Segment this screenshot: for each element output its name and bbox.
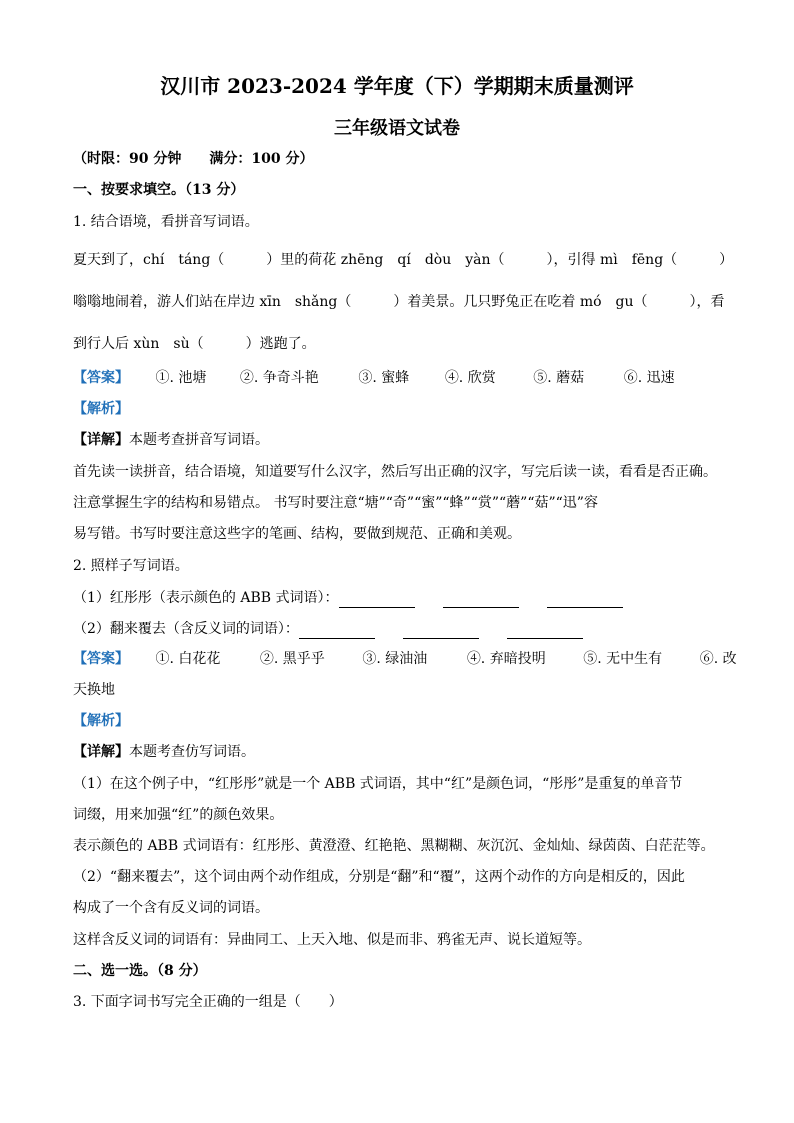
section2-heading: 二、选一选。（8 分） — [73, 963, 207, 979]
q1-line2: 嗡嗡地闹着，游人们站在岸边 xīn shǎng（ ）着美景。几只野兔正在吃着 mó gu（ ），看 — [73, 294, 725, 310]
q1-explanation-2: 注意掌握生字的结构和易错点。 书写时要注意“塘”“奇”“蜜”“蜂”“赏”“蘑”“菇”“迅”容 — [73, 495, 598, 511]
answer-blank — [403, 624, 479, 639]
detail-text: 本题考查拼音写词语。 — [129, 432, 269, 448]
q2-explanation-1: （1）在这个例子中，“红彤彤”就是一个 ABB 式词语，其中“红”是颜色词，“彤彤”是重复的单音节 — [73, 776, 683, 792]
q1-prompt: 1. 结合语境，看拼音写词语。 — [73, 214, 259, 230]
q2-answer-cont: 天换地 — [73, 682, 115, 698]
q2-answer-6: ⑥. 改 — [699, 651, 737, 667]
detail-tag: 【详解】 — [73, 744, 129, 760]
q1-explanation-3: 易写错。书写时要注意这些字的笔画、结构，要做到规范、正确和美观。 — [73, 526, 521, 542]
q2-item-2-label: （2）翻来覆去（含反义词的词语）： — [73, 621, 299, 637]
q2-answer-4: ④. 弃暗投明 — [466, 651, 546, 667]
section1-heading: 一、按要求填空。（13 分） — [73, 182, 245, 198]
time-limit: （时限：90 分钟 — [73, 151, 182, 167]
q2-item-1-label: （1）红彤彤（表示颜色的 ABB 式词语）： — [73, 590, 339, 606]
answer-tag: 【答案】 — [73, 370, 129, 386]
q1-line3: 到行人后 xùn sù（ ）逃跑了。 — [73, 336, 316, 352]
exam-limits — [73, 149, 313, 169]
q1-detail — [73, 430, 269, 450]
answer-blank — [339, 593, 415, 608]
answer-blank — [507, 624, 583, 639]
q1-answer-6: ⑥. 迅速 — [623, 370, 675, 386]
q2-answer-row — [73, 649, 737, 669]
q2-explanation-4: （2）“翻来覆去”，这个词由两个动作组成，分别是“翻”和“覆”，这两个动作的方向是相反的，因此 — [73, 869, 685, 885]
q2-explanation-6: 这样含反义词的词语有：异曲同工、上天入地、似是而非、鸦雀无声、说长道短等。 — [73, 932, 591, 948]
answer-blank — [547, 593, 623, 608]
full-score: 满分：100 分） — [209, 151, 314, 167]
q2-answer-3: ③. 绿油油 — [362, 651, 428, 667]
q2-item-2 — [73, 619, 583, 639]
q2-explanation-5: 构成了一个含有反义词的词语。 — [73, 900, 269, 916]
q1-answer-2: ②. 争奇斗艳 — [239, 370, 319, 386]
q2-detail — [73, 742, 255, 762]
q2-prompt: 2. 照样子写词语。 — [73, 558, 189, 574]
q1-analysis-tag: 【解析】 — [73, 401, 129, 417]
exam-title: 汉川市 2023-2024 学年度（下）学期期末质量测评 — [160, 74, 634, 98]
answer-blank — [443, 593, 519, 608]
q2-explanation-3: 表示颜色的 ABB 式词语有：红彤彤、黄澄澄、红艳艳、黑糊糊、灰沉沉、金灿灿、绿茵茵、白茫茫等。 — [73, 838, 715, 854]
detail-tag: 【详解】 — [73, 432, 129, 448]
q1-explanation-1: 首先读一读拼音，结合语境，知道要写什么汉字，然后写出正确的汉字，写完后读一读，看看是否正确。 — [73, 464, 717, 480]
answer-blank — [299, 624, 375, 639]
exam-subtitle: 三年级语文试卷 — [334, 118, 460, 139]
q1-answer-4: ④. 欣赏 — [444, 370, 496, 386]
answer-tag: 【答案】 — [73, 651, 129, 667]
q2-analysis-tag: 【解析】 — [73, 713, 129, 729]
q2-answer-5: ⑤. 无中生有 — [583, 651, 663, 667]
q3-prompt: 3. 下面字词书写完全正确的一组是（ ） — [73, 994, 343, 1010]
q1-line1: 夏天到了，chí táng（ ）里的荷花 zhēng qí dòu yàn（ ），引得 mì fēng（ ） — [73, 252, 734, 268]
q1-answer-1: ①. 池塘 — [155, 370, 207, 386]
q2-answer-2: ②. 黑乎乎 — [259, 651, 325, 667]
detail-text: 本题考查仿写词语。 — [129, 744, 255, 760]
q1-answer-row — [73, 368, 675, 388]
q1-answer-3: ③. 蜜蜂 — [358, 370, 410, 386]
q2-answer-1: ①. 白花花 — [155, 651, 221, 667]
q2-explanation-2: 词缀，用来加强“红”的颜色效果。 — [73, 807, 284, 823]
q1-answer-5: ⑤. 蘑菇 — [533, 370, 585, 386]
q2-item-1 — [73, 588, 623, 608]
